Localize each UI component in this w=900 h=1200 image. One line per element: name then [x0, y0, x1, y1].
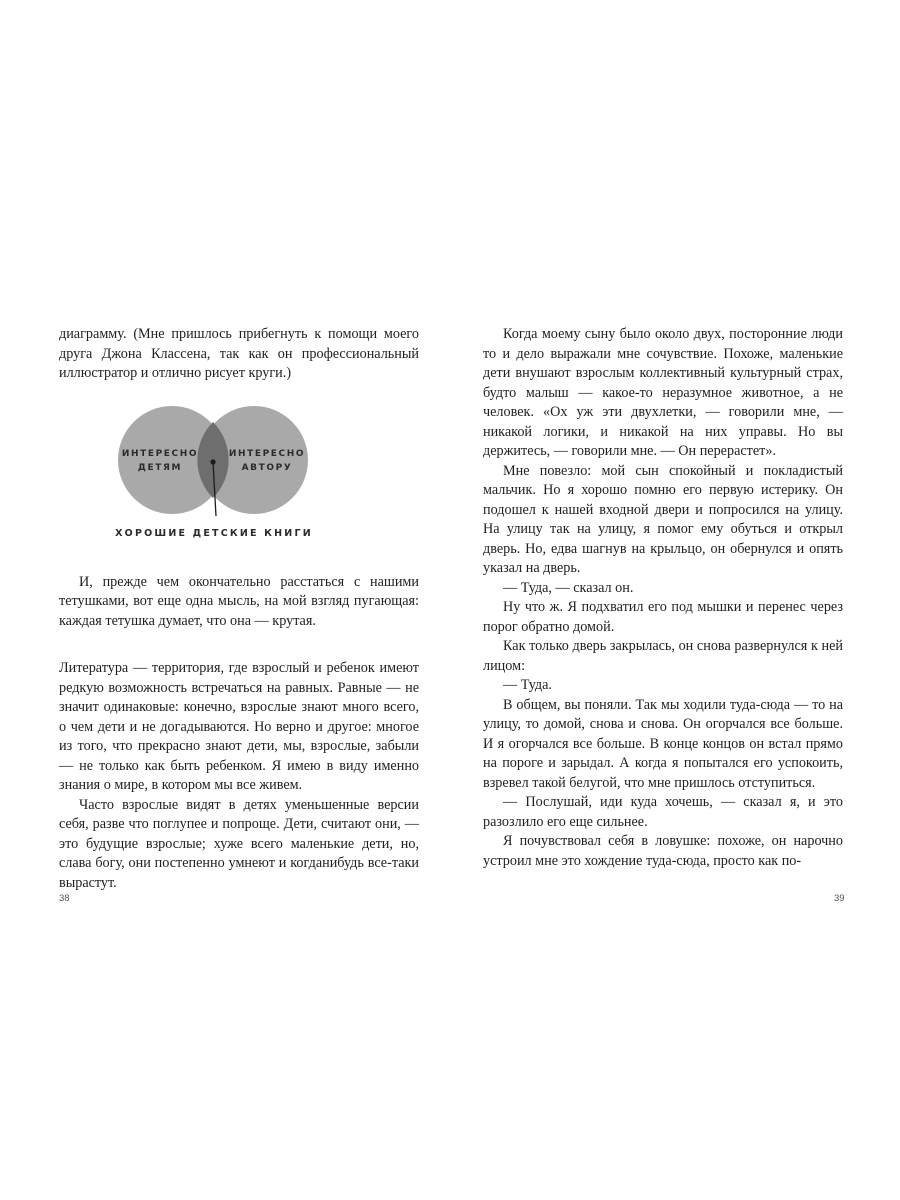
paragraph: Литература — территория, где взрослый и ребенок имеют редкую возможность встречаться на равных. Равные — не значит одинаковые: конечно, взрослые знают много всего, о чем дети и не догадываются. Но верно и другое: многое из того, что прекрасно знают дети, мы, взрослые, забыли — не только как быть ребенком. Я имею в виду именно знания о мире, в котором мы все живем.: [59, 660, 419, 793]
right-circle-label-2: АВТОРУ: [241, 462, 293, 473]
right-text-column: [483, 325, 843, 871]
paragraph: Я почувствовал себя в ловушке: похоже, он нарочно устроил мне это хождение туда-сюда, просто как по-: [483, 833, 843, 869]
paragraph: Как только дверь закрылась, он снова развернулся к ней лицом:: [483, 638, 843, 674]
paragraph: диаграмму. (Мне пришлось прибегнуть к помощи моего друга Джона Классена, так как он профессиональный иллюстратор и отлично рисует круги.): [59, 326, 419, 381]
paragraph: В общем, вы поняли. Так мы ходили туда-сюда — то на улицу, то домой, снова и снова. Он огорчался все больше. И я огорчался все больше. В конце концов он встал прямо на пороге и зарыдал. А когда я попытался его успокоить, взревел такой белугой, что мне пришлось отступиться.: [483, 696, 843, 791]
paragraph: Мне повезло: мой сын спокойный и покладистый мальчик. Но я хорошо помню его первую истерику. Он подошел к нашей входной двери и попросился на улицу. На улицу так на улицу, я помог ему обуться и открыл дверь. Но, едва шагнув на крыльцо, он обернулся и опять указал на дверь.: [483, 462, 843, 576]
right-circle-label-1: ИНТЕРЕСНО: [228, 448, 306, 459]
left-text-column: [59, 325, 419, 893]
diagram-caption: ХОРОШИЕ ДЕТСКИЕ КНИГИ: [115, 527, 313, 539]
page-number: 38: [59, 893, 70, 904]
venn-diagram-figure: [114, 398, 324, 553]
right-page: [450, 0, 900, 1200]
paragraph: Когда моему сыну было около двух, посторонние люди то и дело выражали мне сочувствие. Похоже, маленькие дети внушают взрослым коллективный культурный страх, будто малыш — какое-то неразумное животное, а не человек. «Ох уж эти двухлетки, — говорили мне, — никакой логики, и никакой на них управы. Но вы держитесь, — говорили мне. — Он перерастет».: [483, 326, 843, 459]
paragraph: И, прежде чем окончательно расстаться с нашими тетушками, вот еще одна мысль, на мой взгляд пугающая: каждая тетушка думает, что она — крутая.: [59, 573, 419, 629]
left-circle-label-1: ИНТЕРЕСНО: [121, 448, 199, 459]
left-circle-label-2: ДЕТЯМ: [137, 462, 183, 473]
paragraph: — Туда.: [503, 677, 552, 693]
paragraph: Часто взрослые видят в детях уменьшенные версии себя, разве что поглупее и попроще. Дети, считают они, — это будущие взрослые; хуже всего маленькие дети, но, слава богу, они постепенно умнеют и когданибудь все-таки вырастут.: [59, 796, 419, 891]
paragraph: — Туда, — сказал он.: [503, 579, 634, 596]
paragraph: — Послушай, иди куда хочешь, — сказал я, и это разозлило его еще сильнее.: [483, 794, 843, 830]
paragraph: Ну что ж. Я подхватил его под мышки и перенес через порог обратно домой.: [483, 599, 843, 635]
page-number: 39: [834, 893, 845, 904]
venn-diagram: [59, 398, 419, 553]
